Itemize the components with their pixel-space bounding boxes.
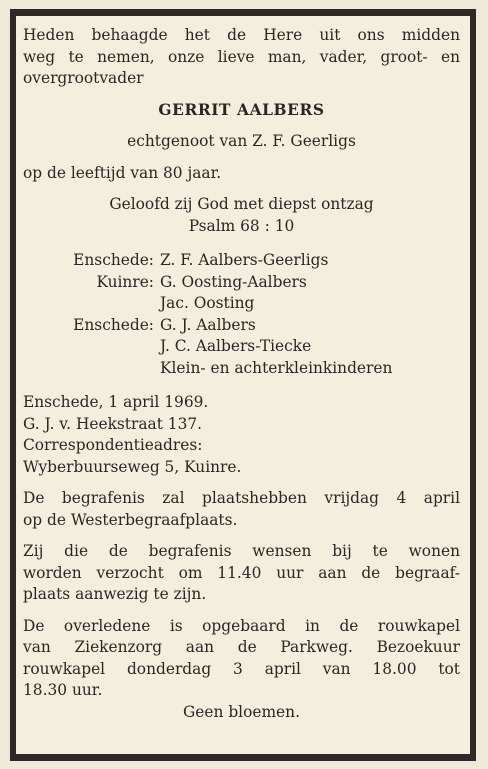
signatory-row xyxy=(23,315,460,337)
signatories xyxy=(23,250,460,379)
visitation-line: 18.30 uur. xyxy=(23,681,103,699)
spouse-line: echtgenoot van Z. F. Geerligs xyxy=(127,132,356,150)
signatory-name: G. Oosting-Aalbers xyxy=(160,272,307,291)
signatory-row xyxy=(23,336,460,358)
intro-line: overgrootvader xyxy=(23,69,144,87)
signatory-place: Enschede: xyxy=(73,251,154,269)
attendance-line: Zij die de begrafenis wensen bij te wonen xyxy=(23,542,460,560)
signatory-name: J. C. Aalbers-Tiecke xyxy=(160,337,312,355)
signatory-row xyxy=(23,293,460,315)
home-address: G. J. v. Heekstraat 137. xyxy=(23,414,203,433)
visitation-paragraph xyxy=(23,616,460,702)
signatory-name: Klein- en achterkleinkinderen xyxy=(160,358,393,377)
signatory-place: Kuinre: xyxy=(96,272,154,291)
visitation-line: van Ziekenzorg aan de Parkweg. Bezoekuur xyxy=(23,638,460,656)
scripture-reference: Psalm 68 : 10 xyxy=(188,216,295,235)
scripture-quote: Geloofd zij God met diepst ontzag xyxy=(109,195,374,213)
deceased-name: GERRIT AALBERS xyxy=(158,100,325,119)
attendance-line: plaats aanwezig te zijn. xyxy=(23,585,207,603)
address-block xyxy=(23,392,460,478)
age-line: op de leeftijd van 80 jaar. xyxy=(23,163,222,182)
signatory-row xyxy=(23,358,460,380)
visitation-line: rouwkapel donderdag 3 april van 18.00 tot xyxy=(23,659,460,678)
signatory-name: G. J. Aalbers xyxy=(160,315,256,334)
death-notice xyxy=(23,25,460,723)
signatory-row xyxy=(23,272,460,294)
signatory-row xyxy=(23,250,460,272)
visitation-line: De overledene is opgebaard in de rouwkapel xyxy=(23,616,460,635)
signatory-name: Jac. Oosting xyxy=(160,294,255,312)
attendance-paragraph xyxy=(23,541,460,606)
correspondence-label: Correspondentieadres: xyxy=(23,436,203,454)
funeral-line: De begrafenis zal plaatshebben vrijdag 4 april xyxy=(23,489,460,507)
attendance-line: worden verzocht om 11.40 uur aan de begraaf- xyxy=(23,563,460,582)
intro-paragraph xyxy=(23,25,460,90)
funeral-line: op de Westerbegraafplaats. xyxy=(23,510,238,529)
intro-line: weg te nemen, onze lieve man, vader, groot- en xyxy=(23,47,460,66)
signatory-place: Enschede: xyxy=(73,315,154,334)
intro-line: Heden behaagde het de Here uit ons midden xyxy=(23,26,460,44)
closing-note: Geen bloemen. xyxy=(183,702,300,721)
correspondence-address: Wyberbuurseweg 5, Kuinre. xyxy=(23,457,242,476)
signatory-name: Z. F. Aalbers-Geerligs xyxy=(160,251,329,269)
place-date: Enschede, 1 april 1969. xyxy=(23,393,209,411)
funeral-paragraph xyxy=(23,488,460,531)
